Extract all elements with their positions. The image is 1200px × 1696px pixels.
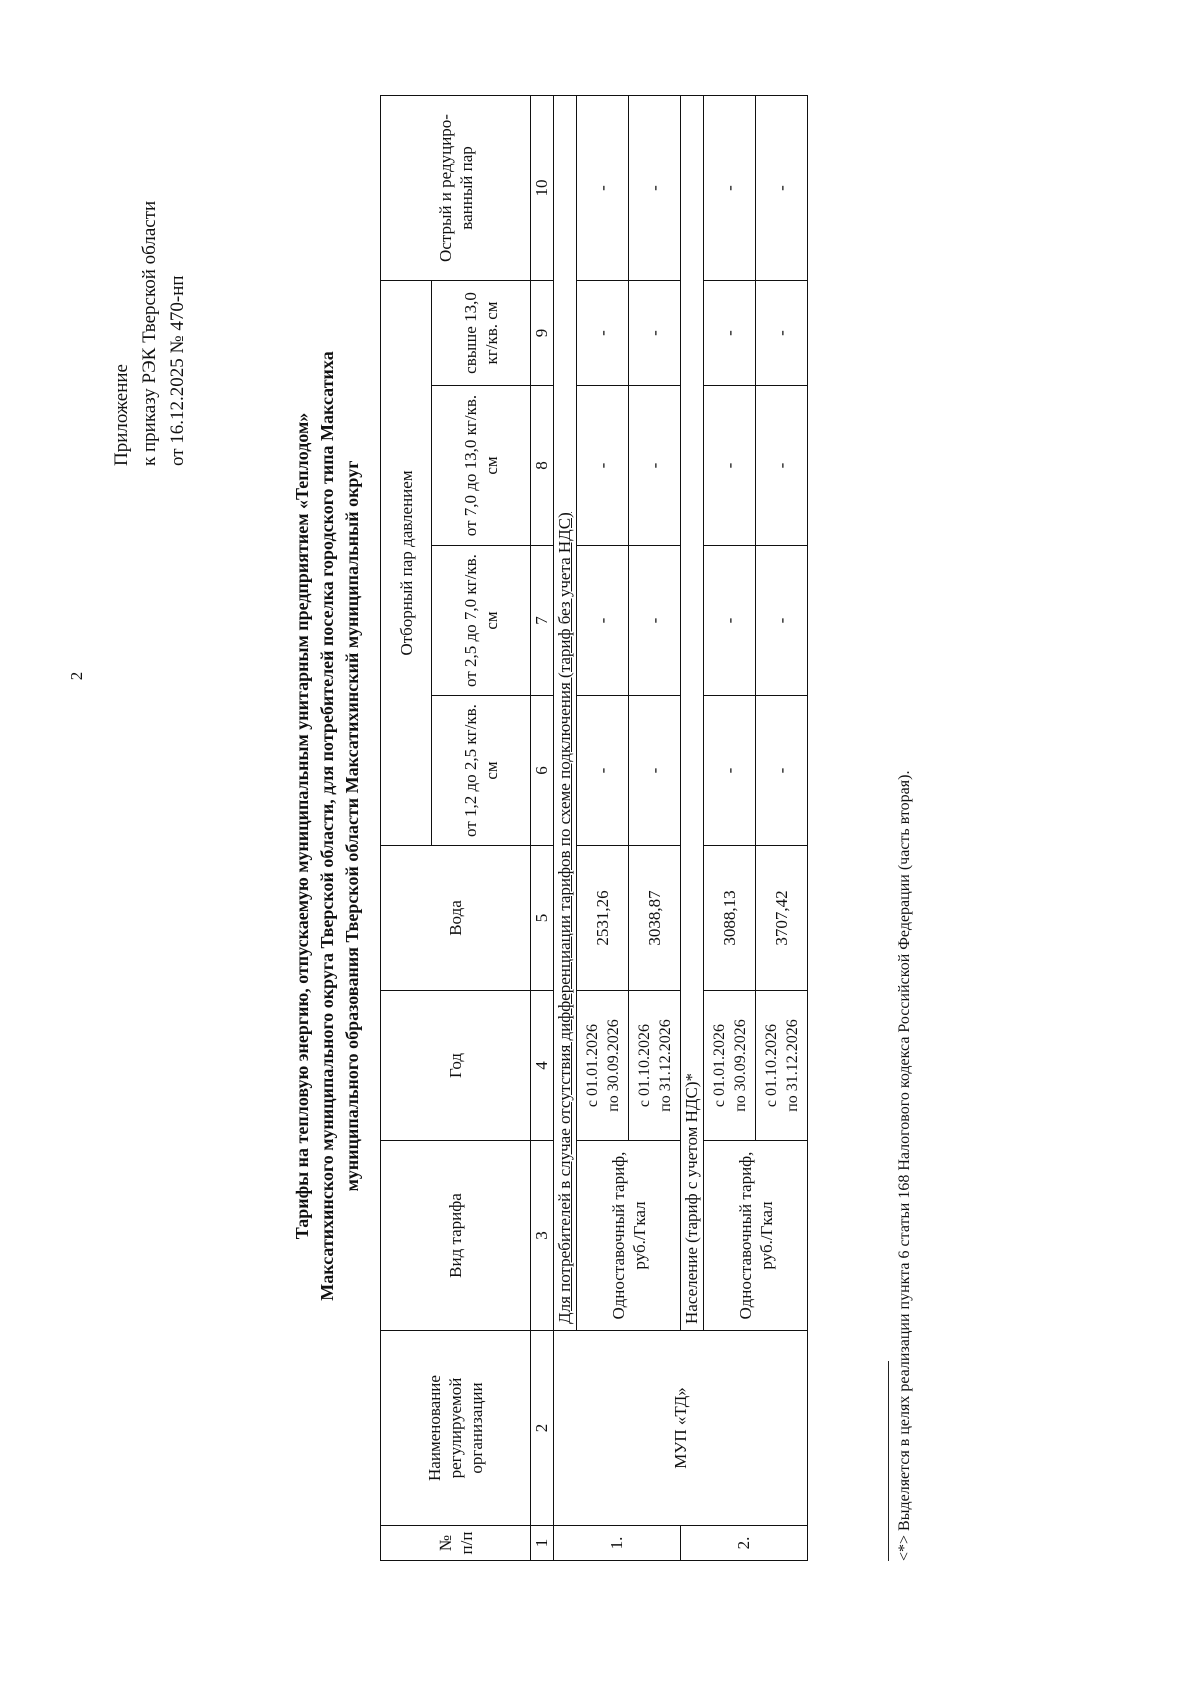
header-steam-group: Отборный пар давлением: [381, 280, 432, 845]
col-number: 4: [531, 991, 554, 1141]
steam-2-value: -: [577, 546, 629, 696]
water-value: 2531,26: [577, 846, 629, 991]
row-number: 2.: [681, 1526, 808, 1561]
tariff-type: Одноставочный тариф, руб./Гкал: [577, 1141, 681, 1331]
col-number: 3: [531, 1141, 554, 1331]
header-year: Год: [381, 991, 531, 1141]
period: с 01.01.2026 по 30.09.2026: [704, 991, 756, 1141]
appendix-line-1: Приложение: [111, 364, 132, 466]
header-num: № п/п: [381, 1526, 531, 1561]
period: с 01.01.2026 по 30.09.2026: [577, 991, 629, 1141]
col-number: 7: [531, 546, 554, 696]
water-value: 3707,42: [756, 846, 808, 991]
steam-2-value: -: [756, 546, 808, 696]
tariff-table: [380, 95, 808, 1561]
tariff-type: Одноставочный тариф, руб./Гкал: [704, 1141, 808, 1331]
document-title: [290, 196, 365, 1456]
steam-1-value: -: [629, 696, 681, 846]
section-label: Для потребителей в случае отсутствия дифференциации тарифов по схеме подключения (тариф без учета НДС): [554, 95, 577, 1330]
col-number: 5: [531, 846, 554, 991]
steam-4-value: -: [704, 280, 756, 385]
sharp-steam-value: -: [756, 95, 808, 280]
header-steam-3: от 7,0 до 13,0 кг/кв. см: [432, 386, 531, 546]
sharp-steam-value: -: [577, 95, 629, 280]
title-line-3: муниципального образования Тверской области Максатихинский муниципальный округ: [342, 460, 362, 1192]
steam-4-value: -: [756, 280, 808, 385]
header-sharp-steam: Острый и редуциро-ванный пар: [381, 95, 531, 280]
sharp-steam-value: -: [704, 95, 756, 280]
section-label: Население (тариф с учетом НДС)*: [681, 95, 704, 1330]
steam-2-value: -: [704, 546, 756, 696]
col-number: 6: [531, 696, 554, 846]
header-steam-2: от 2,5 до 7,0 кг/кв. см: [432, 546, 531, 696]
organization-name: МУП «ТД»: [554, 1331, 808, 1526]
steam-1-value: -: [577, 696, 629, 846]
steam-3-value: -: [704, 386, 756, 546]
title-line-1: Тарифы на тепловую энергию, отпускаемую муниципальным унитарным предприятием «Теплодом»: [292, 412, 312, 1240]
header-organization: Наименование регулируемой организации: [381, 1331, 531, 1526]
steam-3-value: -: [577, 386, 629, 546]
steam-1-value: -: [756, 696, 808, 846]
header-water: Вода: [381, 846, 531, 991]
col-number: 8: [531, 386, 554, 546]
water-value: 3088,13: [704, 846, 756, 991]
appendix-line-2: к приказу РЭК Тверской области: [139, 200, 160, 466]
footnote: <*> Выделяется в целях реализации пункта 6 статьи 168 Налогового кодекса Российской Федерации (часть вторая).: [896, 770, 913, 1561]
title-line-2: Максатихинского муниципального округа Тверской области, для потребителей поселка городского типа Максатиха: [317, 351, 337, 1301]
period: с 01.10.2026 по 31.12.2026: [756, 991, 808, 1141]
row-number: 1.: [554, 1526, 681, 1561]
steam-4-value: -: [577, 280, 629, 385]
col-number: 10: [531, 95, 554, 280]
period: с 01.10.2026 по 31.12.2026: [629, 991, 681, 1141]
header-steam-1: от 1,2 до 2,5 кг/кв. см: [432, 696, 531, 846]
sharp-steam-value: -: [629, 95, 681, 280]
steam-1-value: -: [704, 696, 756, 846]
header-steam-4: свыше 13,0 кг/кв. см: [432, 280, 531, 385]
footnote-divider: [888, 1361, 889, 1561]
steam-3-value: -: [629, 386, 681, 546]
appendix-block: [108, 146, 192, 466]
steam-2-value: -: [629, 546, 681, 696]
col-number: 1: [531, 1526, 554, 1561]
steam-3-value: -: [756, 386, 808, 546]
col-number: 2: [531, 1331, 554, 1526]
appendix-line-3: от 16.12.2025 № 470-нп: [167, 275, 188, 466]
page-number: 2: [67, 671, 86, 681]
water-value: 3038,87: [629, 846, 681, 991]
col-number: 9: [531, 280, 554, 385]
steam-4-value: -: [629, 280, 681, 385]
header-tariff-type: Вид тарифа: [381, 1141, 531, 1331]
